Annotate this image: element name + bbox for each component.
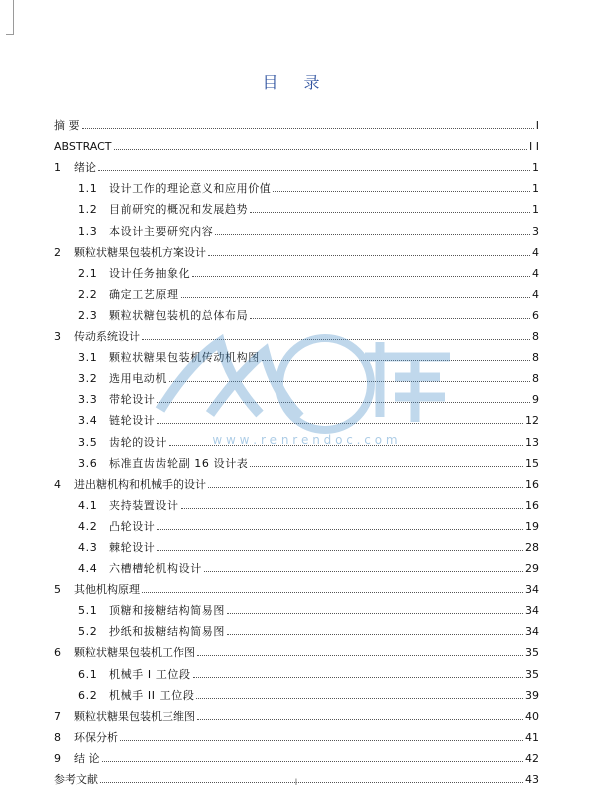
- toc-entry[interactable]: [54, 659, 539, 680]
- toc-entry-page: 4: [532, 245, 539, 259]
- toc-entry[interactable]: [54, 681, 539, 702]
- toc-entry-number: 1: [54, 161, 61, 175]
- toc-entry-page: 34: [525, 604, 539, 618]
- toc-dot-leader: [208, 486, 523, 488]
- toc-entry-label: 颗粒状糖果包装机三维图: [74, 709, 195, 723]
- toc-entry[interactable]: [54, 638, 539, 659]
- toc-entry-number: 3: [54, 330, 61, 344]
- toc-entry-page: 6: [532, 308, 539, 322]
- toc-entry-page: 16: [525, 477, 539, 491]
- toc-entry[interactable]: [54, 427, 539, 448]
- toc-entry[interactable]: [54, 364, 539, 385]
- toc-dot-leader: [250, 211, 530, 213]
- toc-entry[interactable]: [54, 554, 539, 575]
- toc-entry-label: 抄纸和拔糖结构简易图: [109, 625, 225, 639]
- toc-entry-number: 2.1: [78, 266, 98, 280]
- toc-entry-number: 2.3: [78, 308, 98, 322]
- toc-entry-page: 1: [532, 203, 539, 217]
- toc-entry-number: 4.4: [78, 562, 98, 576]
- toc-entry[interactable]: [54, 533, 539, 554]
- toc-dot-leader: [196, 697, 523, 699]
- corner-crop-mark: [6, 0, 14, 35]
- toc-entry-page: 41: [525, 730, 539, 744]
- toc-dot-leader: [157, 401, 530, 403]
- toc-entry[interactable]: [54, 470, 539, 491]
- toc-entry-label: 凸轮设计: [109, 519, 156, 533]
- toc-entry[interactable]: [54, 216, 539, 237]
- toc-entry-page: I I: [529, 140, 539, 154]
- toc-dot-leader: [227, 633, 523, 635]
- toc-entry-number: 3.5: [78, 435, 98, 449]
- toc-entry[interactable]: [54, 385, 539, 406]
- toc-dot-leader: [120, 739, 523, 741]
- toc-entry-page: 13: [525, 435, 539, 449]
- toc-entry-label: 棘轮设计: [109, 540, 156, 554]
- toc-entry-label: 设计任务抽象化: [109, 266, 191, 280]
- toc-entry[interactable]: [54, 153, 539, 174]
- toc-entry-label: 齿轮的设计: [109, 435, 167, 449]
- toc-entry-label: ABSTRACT: [54, 140, 112, 154]
- toc-entry[interactable]: [54, 702, 539, 723]
- toc-entry[interactable]: [54, 491, 539, 512]
- toc-entry-label: 夹持装置设计: [109, 498, 179, 512]
- toc-entry-page: 34: [525, 583, 539, 597]
- toc-dot-leader: [181, 296, 530, 298]
- toc-entry-page: 35: [525, 646, 539, 660]
- toc-entry-page: 19: [525, 519, 539, 533]
- toc-entry-page: 4: [532, 287, 539, 301]
- toc-entry-page: 16: [525, 498, 539, 512]
- toc-entry-number: 5.2: [78, 625, 98, 639]
- toc-entry[interactable]: [54, 343, 539, 364]
- toc-entry-number: 6.1: [78, 667, 98, 681]
- toc-entry-label: 目前研究的概况和发展趋势: [109, 203, 249, 217]
- toc-entry-label: 绪论: [74, 161, 96, 175]
- toc-entry-label: 标准直齿齿轮副 16 设计表: [109, 456, 249, 470]
- toc-entry-number: 5.1: [78, 604, 98, 618]
- toc-entry-page: 35: [525, 667, 539, 681]
- toc-dot-leader: [157, 549, 523, 551]
- toc-entry[interactable]: [54, 723, 539, 744]
- toc-dot-leader: [169, 444, 523, 446]
- toc-dot-leader: [142, 591, 523, 593]
- toc-dot-leader: [273, 190, 530, 192]
- toc-dot-leader: [215, 233, 530, 235]
- toc-entry-number: 5: [54, 583, 61, 597]
- toc-entry-number: 4: [54, 477, 61, 491]
- page-title: 目 录: [262, 73, 330, 92]
- toc-dot-leader: [250, 465, 523, 467]
- toc-entry-page: 34: [525, 625, 539, 639]
- toc-entry[interactable]: [54, 195, 539, 216]
- toc-entry-number: 3.1: [78, 351, 98, 365]
- toc-entry-number: 3.4: [78, 414, 98, 428]
- toc-entry-label: 摘 要: [54, 119, 80, 133]
- watermark-url: w w w . r e n r e n d o c . c o m: [212, 433, 398, 447]
- toc-dot-leader: [197, 718, 523, 720]
- toc-entry[interactable]: [54, 617, 539, 638]
- toc-entry[interactable]: [54, 301, 539, 322]
- toc-entry-number: 9: [54, 751, 61, 765]
- toc-entry-number: 3.3: [78, 393, 98, 407]
- toc-entry-number: 3.2: [78, 372, 98, 386]
- toc-dot-leader: [197, 654, 523, 656]
- toc-entry-page: 15: [525, 456, 539, 470]
- toc-entry-label: 其他机构原理: [74, 583, 140, 597]
- toc-entry-page: 29: [525, 562, 539, 576]
- toc-entry-number: 4.3: [78, 540, 98, 554]
- toc-dot-leader: [181, 507, 523, 509]
- toc-entry-label: 链轮设计: [109, 414, 156, 428]
- toc-entry-number: 4.1: [78, 498, 98, 512]
- toc-dot-leader: [262, 359, 530, 361]
- toc-entry-number: 3.6: [78, 456, 98, 470]
- toc-dot-leader: [169, 380, 530, 382]
- toc-entry-label: 颗粒状糖果包装机方案设计: [74, 245, 206, 259]
- toc-entry-label: 结 论: [74, 751, 100, 765]
- toc-entry-number: 8: [54, 730, 61, 744]
- toc-entry-label: 设计工作的理论意义和应用价值: [109, 182, 272, 196]
- toc-entry[interactable]: [54, 280, 539, 301]
- toc-entry-page: 1: [532, 182, 539, 196]
- toc-entry[interactable]: [54, 174, 539, 195]
- toc-entry-page: 40: [525, 709, 539, 723]
- toc-entry-number: 6.2: [78, 688, 98, 702]
- toc-entry-label: 选用电动机: [109, 372, 167, 386]
- toc-entry-page: 12: [525, 414, 539, 428]
- toc-entry-page: I: [535, 119, 539, 133]
- toc-entry[interactable]: [54, 512, 539, 533]
- toc-entry-page: 28: [525, 540, 539, 554]
- toc-entry-page: 9: [532, 393, 539, 407]
- toc-dot-leader: [227, 612, 523, 614]
- toc-entry[interactable]: [54, 744, 539, 765]
- toc-dot-leader: [157, 528, 523, 530]
- toc-entry-number: 2.2: [78, 287, 98, 301]
- page-number-mark: I: [294, 778, 298, 788]
- toc-entry-number: 1.3: [78, 224, 98, 238]
- table-of-contents: [54, 111, 539, 786]
- toc-entry-number: 1.2: [78, 203, 98, 217]
- toc-entry[interactable]: [54, 449, 539, 470]
- toc-entry-page: 39: [525, 688, 539, 702]
- toc-entry-number: 4.2: [78, 519, 98, 533]
- toc-entry[interactable]: [54, 259, 539, 280]
- toc-entry-label: 进出糖机构和机械手的设计: [74, 477, 206, 491]
- toc-entry[interactable]: [54, 322, 539, 343]
- toc-entry-page: 43: [525, 773, 539, 786]
- toc-entry-label: 机械手 I 工位段: [109, 667, 191, 681]
- toc-entry-label: 本设计主要研究内容: [109, 224, 214, 238]
- toc-entry-number: 7: [54, 709, 61, 723]
- toc-dot-leader: [82, 127, 534, 129]
- toc-dot-leader: [192, 275, 530, 277]
- toc-entry-page: 8: [532, 330, 539, 344]
- toc-entry-page: 1: [532, 161, 539, 175]
- toc-entry-label: 颗粒状糖果包装机传动机构图: [109, 351, 260, 365]
- toc-dot-leader: [193, 676, 523, 678]
- toc-entry[interactable]: [54, 406, 539, 427]
- toc-entry[interactable]: [54, 238, 539, 259]
- toc-entry[interactable]: [54, 596, 539, 617]
- toc-dot-leader: [208, 254, 530, 256]
- toc-entry-label: 环保分析: [74, 730, 118, 744]
- toc-dot-leader: [114, 148, 527, 150]
- toc-entry-label: 传动系统设计: [74, 330, 140, 344]
- toc-entry-label: 带轮设计: [109, 393, 156, 407]
- toc-entry-label: 顶糖和接糖结构简易图: [109, 604, 225, 618]
- toc-entry-page: 4: [532, 266, 539, 280]
- toc-entry-label: 六槽槽轮机构设计: [109, 562, 202, 576]
- toc-entry-label: 机械手 II 工位段: [109, 688, 195, 702]
- toc-dot-leader: [204, 570, 523, 572]
- toc-entry-page: 42: [525, 751, 539, 765]
- toc-entry[interactable]: [54, 132, 539, 153]
- toc-dot-leader: [157, 422, 523, 424]
- toc-entry[interactable]: [54, 111, 539, 132]
- toc-dot-leader: [142, 338, 530, 340]
- toc-entry-page: 8: [532, 372, 539, 386]
- toc-entry-number: 6: [54, 646, 61, 660]
- toc-dot-leader: [98, 169, 530, 171]
- toc-entry-number: 1.1: [78, 182, 98, 196]
- toc-entry-page: 8: [532, 351, 539, 365]
- toc-entry-label: 颗粒状糖包装机的总体布局: [109, 308, 249, 322]
- toc-entry-label: 颗粒状糖果包装机工作图: [74, 646, 195, 660]
- toc-dot-leader: [250, 317, 530, 319]
- toc-dot-leader: [102, 760, 524, 762]
- toc-entry-label: 参考文献: [54, 773, 98, 786]
- toc-entry-number: 2: [54, 245, 61, 259]
- toc-entry-page: 3: [532, 224, 539, 238]
- toc-entry-label: 确定工艺原理: [109, 287, 179, 301]
- toc-entry[interactable]: [54, 575, 539, 596]
